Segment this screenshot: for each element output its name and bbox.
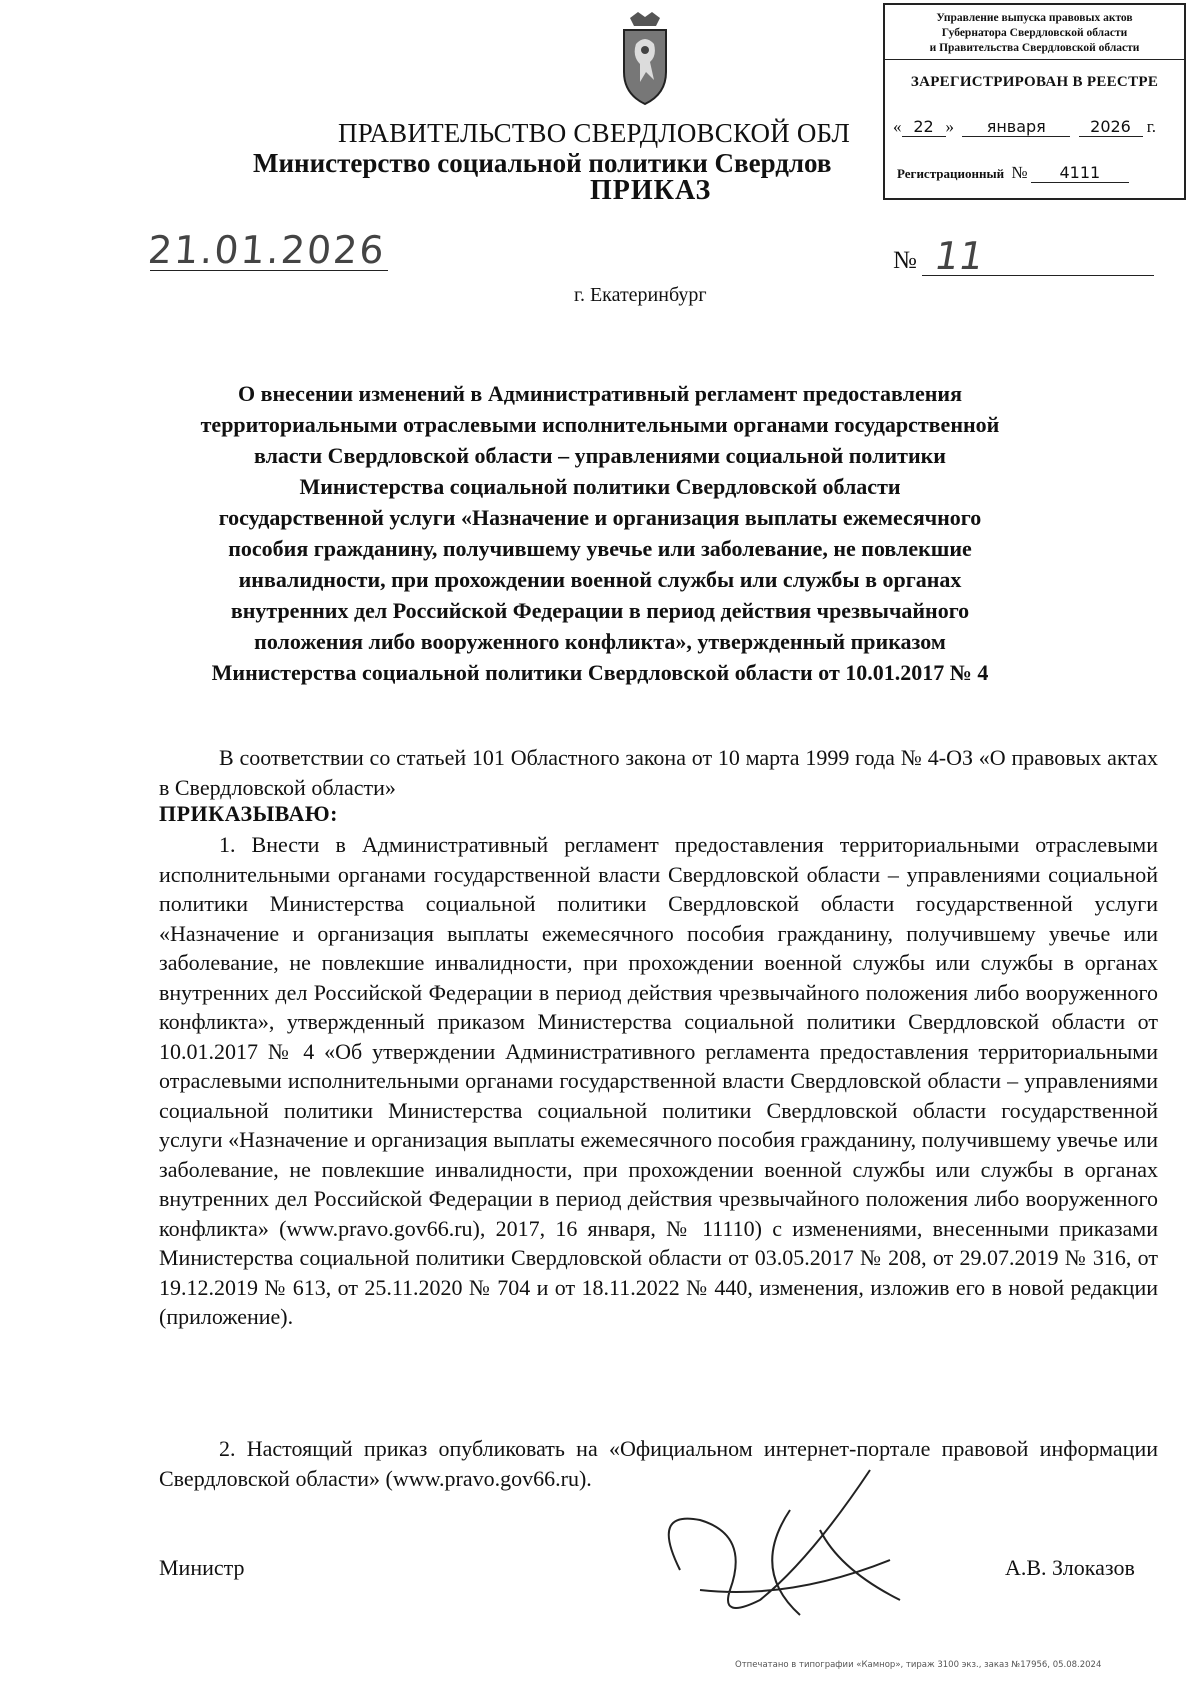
number-sign: № [1011, 163, 1028, 182]
registry-number-row [897, 163, 1129, 183]
registry-year-suffix: 26 [1110, 117, 1131, 136]
title-line: территориальными отраслевыми исполнительными органами государственной [200, 412, 1000, 437]
document-type: ПРИКАЗ [590, 175, 712, 206]
order-number: 11 [931, 234, 988, 278]
title-line: власти Свердловской области – управлениями социальной политики [253, 443, 946, 468]
open-quote: « [893, 117, 902, 136]
ministry-heading: Министерство социальной политики Свердлов [253, 148, 832, 178]
item-2-text: 2. Настоящий приказ опубликовать на «Официальном интернет-портале правовой информации Свердловской области» (www.pravo.gov66.ru). [159, 1436, 1158, 1491]
coat-of-arms-emblem [610, 10, 680, 110]
title-line: О внесении изменений в Административный регламент предоставления [237, 381, 962, 406]
registry-month: января [962, 117, 1070, 137]
title-line: инвалидности, при прохождении военной службы или службы в органах [238, 567, 962, 592]
registry-number-label: Регистрационный [897, 166, 1005, 181]
number-underline [922, 275, 1154, 276]
signatory-role: Министр [159, 1555, 245, 1580]
registry-stamp [883, 3, 1186, 200]
handwritten-signature [640, 1450, 920, 1630]
registry-issuer [885, 5, 1184, 60]
city: г. Екатеринбург [574, 284, 707, 306]
order-title [140, 378, 1060, 688]
registry-year-unit: г. [1146, 117, 1157, 136]
directive: ПРИКАЗЫВАЮ: [159, 801, 338, 826]
registry-day: 22 [902, 117, 946, 137]
item-1-paragraph [159, 830, 1158, 1332]
date-underline [150, 270, 388, 271]
registry-year-prefix: 20 [1090, 117, 1111, 136]
registry-number: 4111 [1031, 163, 1129, 183]
title-line: государственной услуги «Назначение и организация выплаты ежемесячного [218, 505, 982, 530]
issuer-line: Управление выпуска правовых актов [936, 12, 1133, 24]
registry-title: ЗАРЕГИСТРИРОВАН В РЕЕСТРЕ [910, 74, 1159, 90]
title-line: Министерства социальной политики Свердловской области [299, 474, 901, 499]
print-footer: Отпечатано в типографии «Камнор», тираж 3100 экз., заказ №17956, 05.08.2024 [735, 1660, 1102, 1670]
intro-text: В соответствии со статьей 101 Областного закона от 10 марта 1999 года № 4-ОЗ «О правовых актах в Свердловской области» [159, 745, 1158, 800]
title-line: внутренних дел Российской Федерации в период действия чрезвычайного [230, 598, 970, 623]
close-quote: » [945, 117, 954, 136]
registry-date [893, 117, 1156, 137]
title-line: положения либо вооруженного конфликта», утвержденный приказом [254, 629, 946, 654]
title-line: Министерства социальной политики Свердловской области от 10.01.2017 № 4 [211, 660, 989, 685]
issuer-line: Губернатора Свердловской области [941, 27, 1128, 39]
issuer-line: и Правительства Свердловской области [929, 42, 1140, 54]
item-1-text: 1. Внести в Административный регламент предоставления территориальными отраслевыми исполнительными органами государственной власти Свердловской области – управлениями социальной политики Министерства социальной политики Свердловской области государственной услуги «Назначение и организация выплаты ежемесячного пособия гражданину, получившему увечье или заболевание, не повлекшие инвалидности, при прохождении военной службы или службы в органах внутренних дел Российской Федерации в период действия чрезвычайного положения либо вооруженного конфликта», утвержденный приказом Министерства социальной политики Свердловской области от 10.01.2017 № 4 «Об утверждении Административного регламента предоставления территориальными отраслевыми исполнительными органами государственной власти Свердловской области – управлениями социальной политики Министерства социальной политики Свердловской области государственной услуги «Назначение и организация выплаты ежемесячного пособия гражданину, получившему увечье или заболевание, не повлекшие инвалидности, при прохождении военной службы или службы в органах внутренних дел Российской Федерации в период действия чрезвычайного положения либо вооруженного конфликта» (www.pravo.gov66.ru), 2017, 16 января, № 11110) с изменениями, внесенными приказами Министерства социальной политики Свердловской области от 03.05.2017 № 208, от 29.07.2019 № 316, от 19.12.2019 № 613, от 25.11.2020 № 704 и от 18.11.2022 № 440, изменения, изложив его в новой редакции (приложение). [159, 832, 1158, 1329]
order-date: 21.01.2026 [146, 228, 388, 272]
government-heading: ПРАВИТЕЛЬСТВО СВЕРДЛОВСКОЙ ОБЛ [338, 118, 851, 148]
intro-paragraph [159, 743, 1158, 802]
signatory-name: А.В. Злоказов [1005, 1555, 1135, 1580]
order-number-label: № [893, 247, 917, 274]
title-line: пособия гражданину, получившему увечье или заболевание, не повлекшие [228, 536, 972, 561]
